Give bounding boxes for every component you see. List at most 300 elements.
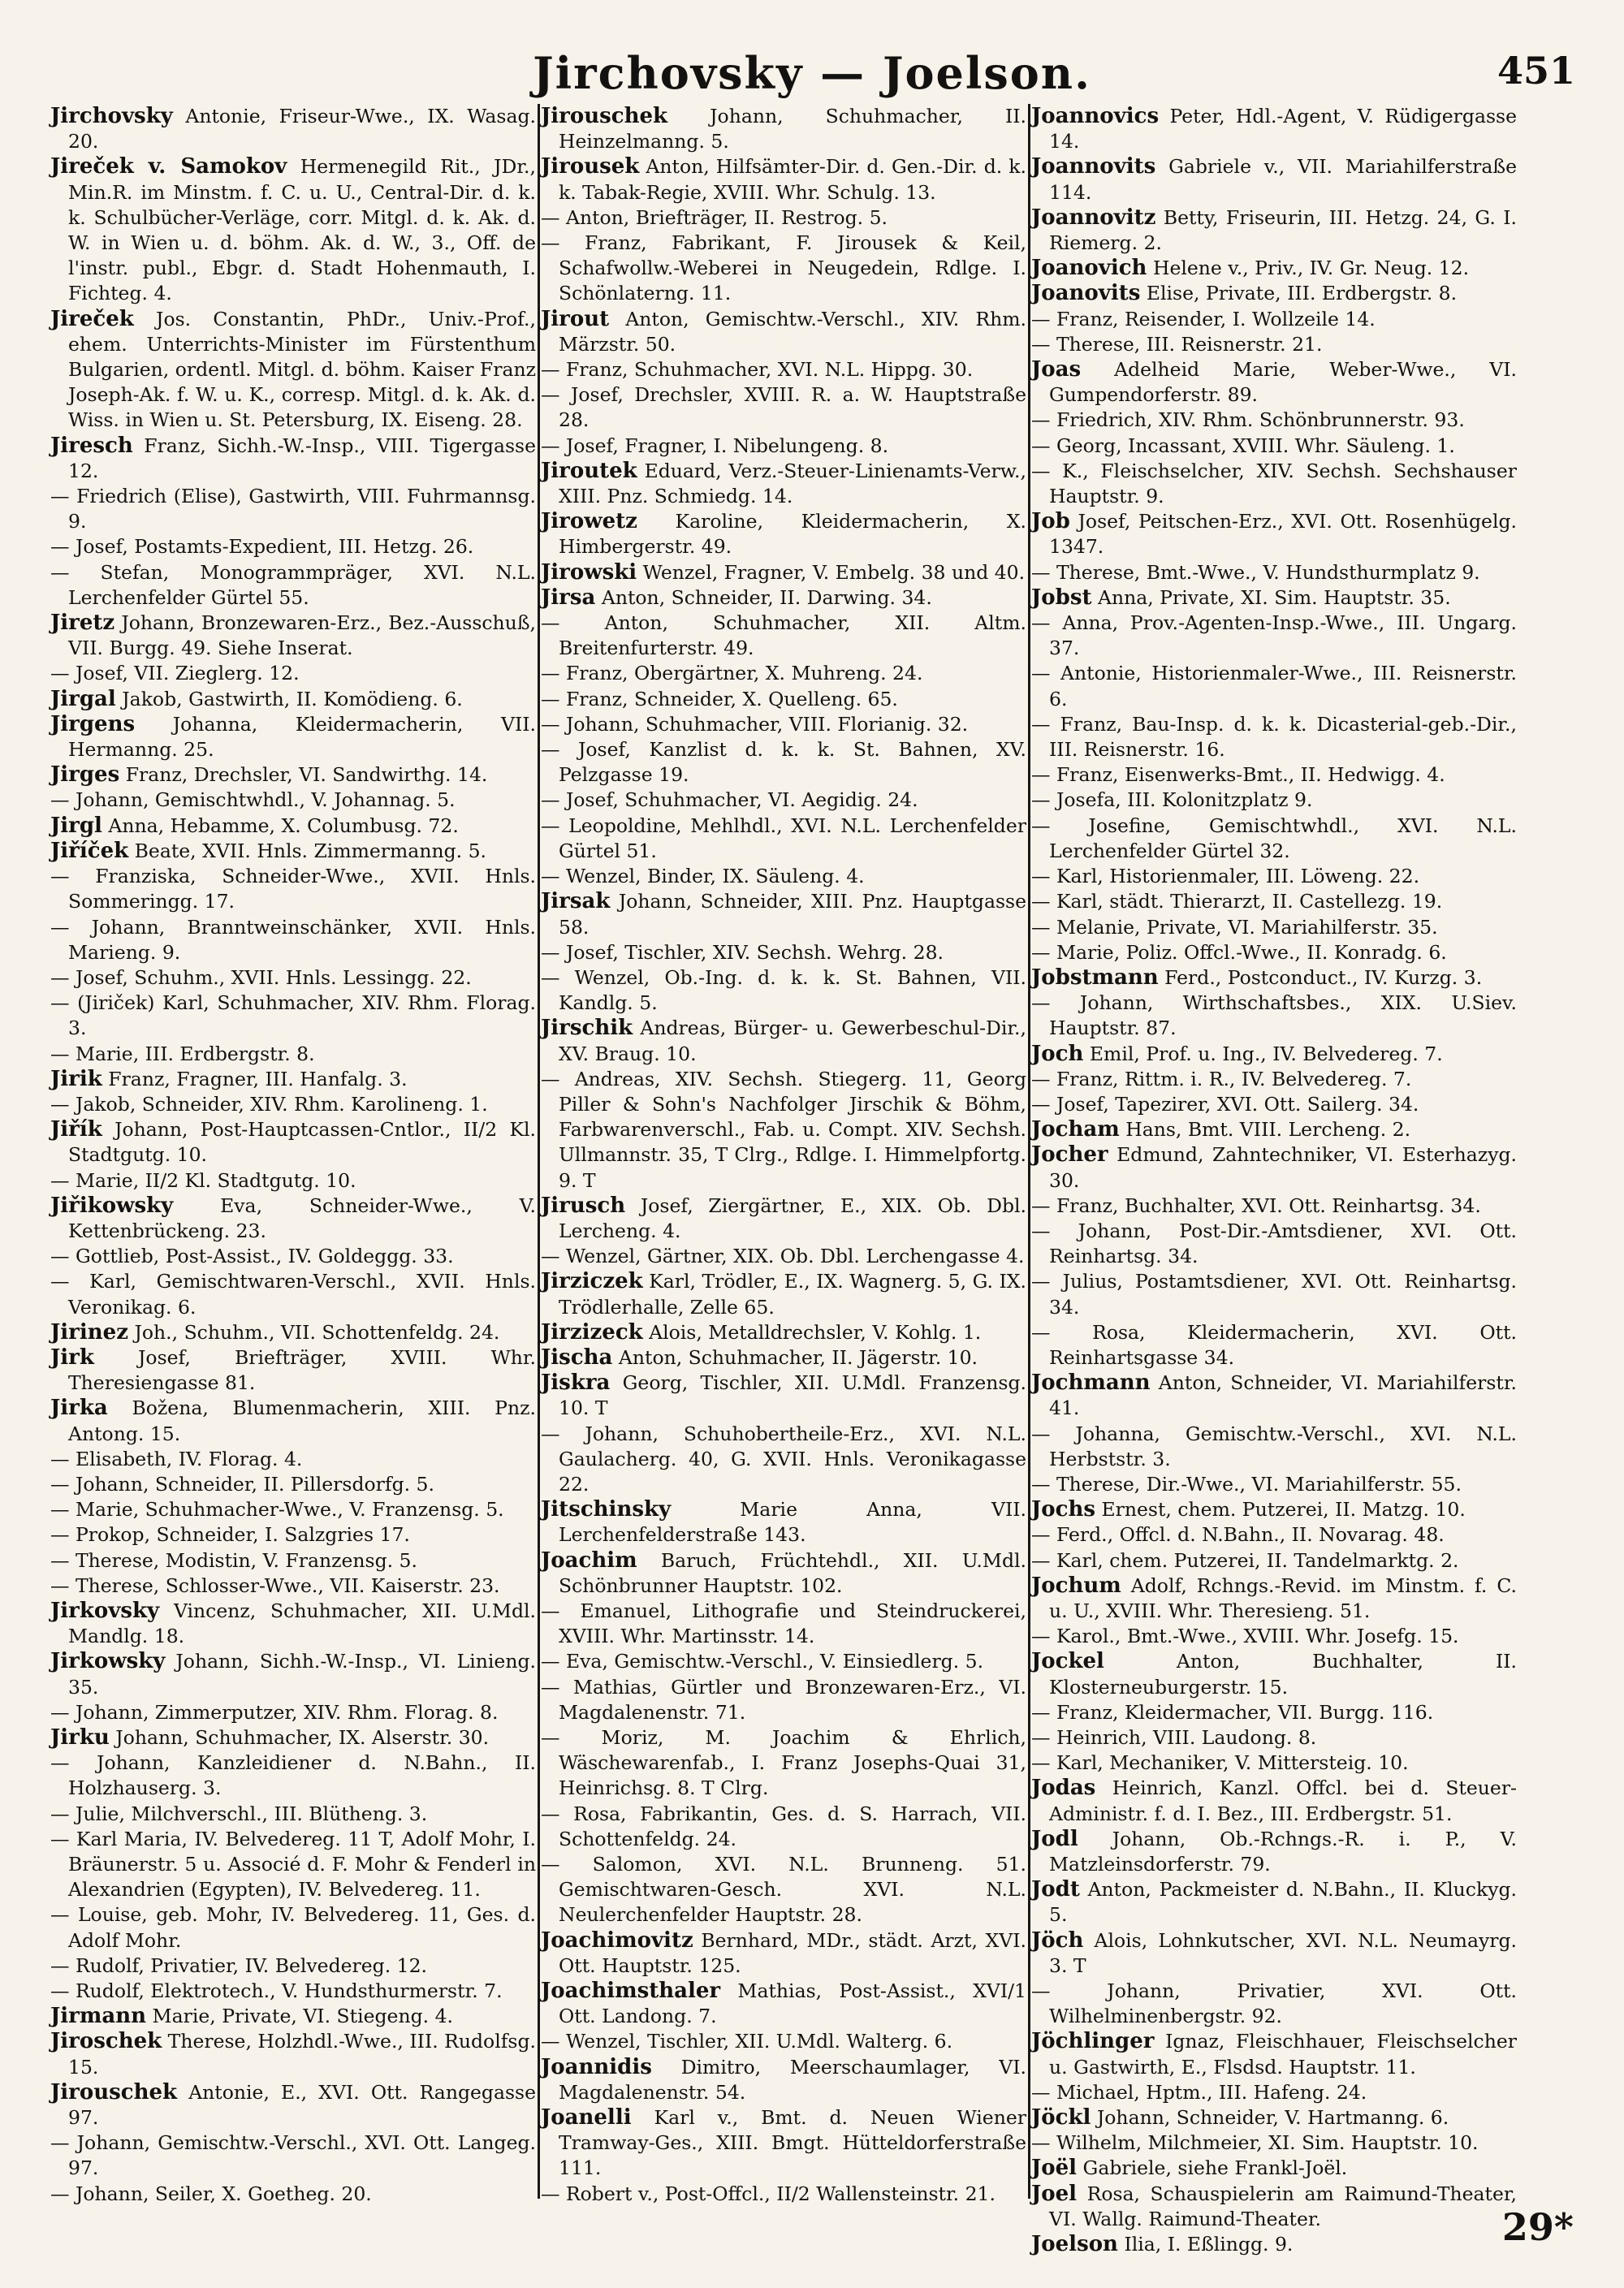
directory-entry [50,154,536,306]
entry-surname: Job [1031,509,1070,534]
entry-surname: Jocham [1031,1117,1120,1142]
entry-text: Karl, Trödler, E., IX. Wagnerg. 5, G. IX. Trödlerhalle, Zelle 65. [559,1270,1026,1319]
entry-text: Marie, Private, VI. Stiegeng. 4. [152,2005,453,2028]
entry-text: — Robert v., Post-Offcl., II/2 Wallensteinstr. 21. [541,2182,996,2205]
directory-entry [1031,1928,1517,1979]
entry-text: — Franz, Obergärtner, X. Muhreng. 24. [541,662,923,685]
directory-entry [541,889,1026,939]
directory-entry [50,965,536,991]
entry-surname: Jiroutek [541,458,637,483]
directory-entry [1031,1776,1517,1826]
directory-entry [1031,1117,1517,1142]
directory-entry [50,1522,536,1548]
entry-surname: Joachim [541,1548,637,1573]
entry-surname: Joanovits [1031,281,1141,306]
entry-surname: Jobst [1031,585,1092,610]
directory-entry [50,661,536,686]
directory-entry [50,915,536,965]
entry-text: Anton, Gemischtw.-Verschl., XIV. Rhm. Märzstr. 50. [559,307,1026,356]
entry-surname: Jirchovsky [50,104,173,128]
entry-text: — Heinrich, VIII. Laudong. 8. [1031,1726,1317,1749]
entry-surname: Joch [1031,1041,1084,1066]
directory-entry [50,788,536,813]
directory-entry [1031,1624,1517,1649]
directory-entry [1031,2182,1517,2232]
directory-entry [1031,1548,1517,1574]
directory-entry [541,1599,1026,1649]
directory-entry [50,104,536,154]
directory-entry [1031,788,1517,813]
entry-text: Franz, Sichh.-W.-Insp., VIII. Tigergasse 12. [68,434,536,482]
directory-entry [1031,1700,1517,1725]
directory-entry [50,1599,536,1649]
directory-entry [1031,965,1517,991]
entry-surname: Joannovics [1031,104,1160,128]
entry-text: — Josef, Tischler, XIV. Sechsh. Wehrg. 28. [541,940,944,964]
directory-entry [50,2029,536,2079]
entry-text: — Georg, Incassant, XVIII. Whr. Säuleng. 1. [1031,434,1455,457]
directory-entry [1031,1574,1517,1624]
entry-surname: Jiskra [541,1371,611,1396]
entry-text: Edmund, Zahntechniker, VI. Esterhazyg. 30. [1049,1143,1517,1192]
directory-entry [1031,1725,1517,1751]
directory-entry [1031,1497,1517,1522]
directory-entry [1031,611,1517,661]
entry-surname: Joannidis [541,2054,652,2079]
directory-entry [1031,1649,1517,1699]
directory-entry [1031,560,1517,585]
entry-text: — Melanie, Private, VI. Mariahilferstr. 35. [1031,915,1438,939]
entry-text: Johanna, Kleidermacherin, VII. Hermanng. 25. [68,712,536,762]
directory-entry [50,2130,536,2181]
directory-entry [541,661,1026,686]
entry-text: Alois, Lohnkutscher, XVI. N.L. Neumayrg. 3. T [1049,1928,1517,1977]
directory-entry [1031,1142,1517,1193]
entry-surname: Jitschinsky [541,1497,672,1522]
directory-entry [50,1700,536,1725]
entry-surname: Jirges [50,762,120,788]
directory-entry [1031,712,1517,762]
directory-entry [1031,1320,1517,1371]
directory-entry [1031,154,1517,205]
entry-text: — Johann, Wirthschaftsbes., XIX. U.Siev. Hauptstr. 87. [1031,991,1517,1040]
entry-text: Josef, Ziergärtner, E., XIX. Ob. Dbl. Lercheng. 4. [559,1194,1026,1242]
entry-text: Johann, Bronzewaren-Erz., Bez.-Ausschuß, VII. Burgg. 49. Siehe Inserat. [68,611,536,660]
entry-surname: Jirmann [50,2004,147,2029]
directory-entry [50,839,536,864]
entry-text: Heinrich, Kanzl. Offcl. bei d. Steuer-Administr. f. d. I. Bez., III. Erdbergstr. 51. [1049,1776,1517,1825]
directory-entry [541,1979,1026,2029]
directory-entry [541,965,1026,1016]
entry-text: — Karl, chem. Putzerei, II. Tandelmarktg. 2. [1031,1548,1459,1572]
directory-entry [50,2080,536,2130]
column-rule [1028,104,1030,2199]
entry-text: — Franziska, Schneider-Wwe., XVII. Hnls. Sommeringg. 17. [50,865,536,913]
entry-text: Franz, Drechsler, VI. Sandwirthg. 14. [125,763,488,787]
directory-entry [1031,915,1517,940]
directory-entry [541,1725,1026,1802]
entry-text: — Therese, Bmt.-Wwe., V. Hundsthurmplatz 9. [1031,560,1480,584]
entry-text: Ignaz, Fleischhauer, Fleischselcher u. Gastwirth, E., Flsdsd. Hauptstr. 11. [1049,2030,1517,2079]
entry-text: Eduard, Verz.-Steuer-Linienamts-Verw., XIII. Pnz. Schmiedg. 14. [559,459,1026,508]
directory-entry [50,534,536,559]
directory-entry [541,104,1026,154]
entry-text: — Josef, VII. Zieglerg. 12. [50,662,300,685]
directory-entry [1031,762,1517,788]
entry-surname: Jöchlinger [1031,2029,1155,2054]
entry-text: Antonie, Friseur-Wwe., IX. Wasag. 20. [68,105,536,153]
directory-entry [50,1396,536,1446]
directory-entry [541,231,1026,307]
entry-text: — Rosa, Kleidermacherin, XVI. Ott. Reinhartsgasse 34. [1031,1320,1517,1369]
entry-text: — Gottlieb, Post-Assist., IV. Goldeggg. 33. [50,1245,454,1268]
directory-entry [541,864,1026,889]
entry-text: Adelheid Marie, Weber-Wwe., VI. Gumpendorferstr. 89. [1049,358,1517,407]
entry-surname: Jochmann [1031,1371,1151,1396]
directory-entry [1031,2156,1517,2181]
directory-entry [50,2004,536,2029]
entry-text: — Antonie, Historienmaler-Wwe., III. Reisnerstr. 6. [1031,662,1517,710]
directory-entry [541,1422,1026,1498]
entry-text: — Josef, Tapezirer, XVI. Ott. Sailerg. 34. [1031,1092,1419,1116]
entry-text: — K., Fleischselcher, XIV. Sechsh. Sechshauser Hauptstr. 9. [1031,459,1517,508]
directory-entry [50,1447,536,1472]
entry-surname: Jirowski [541,559,637,585]
entry-text: Adolf, Rchngs.-Revid. im Minstm. f. C. u. U., XVIII. Whr. Theresieng. 51. [1049,1574,1517,1622]
entry-surname: Jirschik [541,1016,633,1041]
entry-surname: Jodas [1031,1776,1096,1801]
running-title: Jirchovsky — Joelson. [533,47,1091,99]
entry-text: Betty, Friseurin, III. Hetzg. 24, G. I. Riemerg. 2. [1049,205,1517,255]
entry-surname: Jischa [541,1345,613,1370]
directory-entry [1031,585,1517,611]
page-header [0,47,1624,104]
entry-text: Wenzel, Fragner, V. Embelg. 38 und 40. [642,560,1026,584]
entry-surname: Joel [1031,2181,1078,2206]
directory-entry [50,307,536,434]
entry-text: Elise, Private, III. Erdbergstr. 8. [1146,282,1458,305]
entry-surname: Jirkowsky [50,1649,166,1674]
directory-entry [541,434,1026,459]
directory-entry [50,1092,536,1117]
entry-text: — Johann, Privatier, XVI. Ott. Wilhelminenbergstr. 92. [1031,1979,1517,2028]
entry-text: — Therese, Dir.-Wwe., VI. Mariahilferstr. 55. [1031,1472,1462,1496]
directory-entry [541,154,1026,205]
directory-entry [1031,104,1517,154]
directory-entry [1031,1219,1517,1269]
directory-entry [541,585,1026,611]
entry-surname: Jirousek [541,154,640,179]
entry-text: — Julie, Milchverschl., III. Blütheng. 3. [50,1802,428,1825]
entry-surname: Joannovitz [1031,205,1156,230]
entry-surname: Jodt [1031,1877,1080,1902]
directory-entry [50,560,536,611]
directory-entry [541,1852,1026,1928]
entry-text: — Moriz, M. Joachim & Ehrlich, Wäschewarenfab., I. Franz Josephs-Quai 31, Heinrichsg. 8. T Clrg. [541,1726,1026,1800]
directory-entry [541,1345,1026,1371]
entry-surname: Joachimsthaler [541,1979,721,2004]
directory-entry [1031,307,1517,332]
directory-entry [50,864,536,914]
entry-text: Karl v., Bmt. d. Neuen Wiener Tramway-Ges., XIII. Bmgt. Hütteldorferstraße 111. [559,2106,1026,2180]
directory-entry [541,560,1026,585]
entry-text: — Franz, Bau-Insp. d. k. k. Dicasterial-geb.-Dir., III. Reisnerstr. 16. [1031,712,1517,762]
entry-text: — Anton, Schuhmacher, XII. Altm. Breitenfurterstr. 49. [541,611,1026,660]
directory-entry [50,611,536,661]
entry-text: — Johann, Zimmerputzer, XIV. Rhm. Florag. 8. [50,1700,499,1724]
entry-text: — Johann, Branntweinschänker, XVII. Hnls. Marieng. 9. [50,915,536,964]
entry-text: Andreas, Bürger- u. Gewerbeschul-Dir., XV. Braug. 10. [559,1017,1026,1065]
directory-entry [541,940,1026,965]
entry-surname: Jirgl [50,813,102,838]
entry-surname: Jöch [1031,1928,1084,1953]
entry-text: — Julius, Postamtsdiener, XVI. Ott. Reinhartsg. 34. [1031,1270,1517,1319]
column-1 [50,104,536,2205]
directory-entry [541,1675,1026,1725]
directory-entry [1031,889,1517,914]
entry-text: — Franz, Kleidermacher, VII. Burgg. 116. [1031,1700,1434,1724]
directory-entry [1031,814,1517,864]
entry-surname: Joanelli [541,2105,632,2130]
entry-text: Anna, Private, XI. Sim. Hauptstr. 35. [1097,585,1451,609]
entry-surname: Joas [1031,357,1082,382]
entry-surname: Jiresch [50,433,133,458]
entry-surname: Joël [1031,2156,1078,2181]
directory-entry [1031,2029,1517,2079]
entry-text: Jakob, Gastwirth, II. Komödieng. 6. [122,687,463,710]
directory-entry [1031,1979,1517,2029]
directory-entry [50,1751,536,1801]
entry-surname: Jobstmann [1031,965,1159,990]
directory-entry [50,1320,536,1345]
entry-text: — Wenzel, Tischler, XII. U.Mdl. Walterg. 6. [541,2030,953,2053]
entry-text: — Johann, Kanzleidiener d. N.Bahn., II. Holzhauserg. 3. [50,1751,536,1800]
entry-text: Eva, Schneider-Wwe., V. Kettenbrückeng. 23. [68,1194,536,1242]
entry-text: — Johann, Schuhobertheile-Erz., XVI. N.L. Gaulacherg. 40, G. XVII. Hnls. Veronikagasse 22. [541,1422,1026,1496]
directory-entry [1031,256,1517,281]
directory-entry [1031,2105,1517,2130]
entry-surname: Jirik [50,1066,102,1091]
directory-entry [1031,1522,1517,1548]
directory-entry [541,1371,1026,1421]
entry-text: Karoline, Kleidermacherin, X. Himbergerstr. 49. [559,510,1026,559]
entry-text: — Rudolf, Privatier, IV. Belvedereg. 12. [50,1953,428,1977]
entry-text: — Eva, Gemischtw.-Verschl., V. Einsiedlerg. 5. [541,1650,984,1673]
directory-entry [541,2105,1026,2182]
entry-surname: Jockel [1031,1649,1104,1674]
entry-text: — Rosa, Fabrikantin, Ges. d. S. Harrach, VII. Schottenfeldg. 24. [541,1802,1026,1850]
directory-entry [1031,661,1517,711]
entry-surname: Jirziczek [541,1269,643,1294]
entry-surname: Jirzizeck [541,1319,643,1345]
entry-surname: Jirka [50,1396,108,1421]
directory-entry [50,1194,536,1244]
entry-text: Gabriele v., VII. Mariahilferstraße 114. [1049,155,1517,204]
entry-text: — Marie, Schuhmacher-Wwe., V. Franzensg. 5. [50,1498,504,1522]
directory-entry [50,712,536,762]
entry-text: — Marie, II/2 Kl. Stadtgutg. 10. [50,1168,356,1192]
entry-text: — Josef, Drechsler, XVIII. R. a. W. Hauptstraße 28. [541,383,1026,432]
directory-entry [541,509,1026,559]
directory-entry [50,1548,536,1574]
directory-entry [50,1827,536,1903]
entry-text: Anna, Hebamme, X. Columbusg. 72. [108,814,459,837]
directory-entry [50,1497,536,1522]
entry-text: Anton, Packmeister d. N.Bahn., II. Kluckyg. 5. [1049,1878,1517,1927]
entry-text: — Mathias, Gürtler und Bronzewaren-Erz., VI. Magdalenenstr. 71. [541,1675,1026,1724]
entry-surname: Joelson [1031,2232,1118,2257]
entry-text: — Josef, Schuhm., XVII. Hnls. Lessingg. 22. [50,965,472,989]
directory-entry [541,459,1026,509]
directory-entry [1031,2232,1517,2257]
directory-entry [1031,205,1517,256]
entry-surname: Jirouschek [541,104,668,128]
entry-text: — Emanuel, Lithografie und Steindruckerei, XVIII. Whr. Martinsstr. 14. [541,1599,1026,1648]
directory-entry [541,1320,1026,1345]
entry-text: — Andreas, XIV. Sechsh. Stiegerg. 11, Georg Piller & Sohn's Nachfolger Jirschik & Böhm, Farbwarenverschl., Fab. u. Compt. XIV. Sechsh. Ullmannstr. 35, T Clrg., Rdlge. I. Himmelpfortg. 9. T [541,1067,1026,1192]
entry-text: — Karl, Historienmaler, III. Löweng. 22. [1031,865,1420,888]
directory-entry [541,1649,1026,1674]
entry-text: Johann, Sichh.-W.-Insp., VI. Linieng. 35. [68,1650,536,1699]
directory-entry [541,1016,1026,1066]
entry-surname: Jirgal [50,686,116,711]
entry-surname: Jirusch [541,1193,626,1218]
entry-text: Vincenz, Schuhmacher, XII. U.Mdl. Mandlg. 18. [68,1599,536,1648]
directory-entry [541,1497,1026,1548]
entry-text: Emil, Prof. u. Ing., IV. Belvedereg. 7. [1089,1042,1443,1065]
entry-text: — Josef, Kanzlist d. k. k. St. Bahnen, XV. Pelzgasse 19. [541,738,1026,787]
entry-surname: Jocher [1031,1142,1108,1168]
entry-text: — Friedrich (Elise), Gastwirth, VIII. Fuhrmannsg. 9. [50,485,536,533]
entry-text: Rosa, Schauspielerin am Raimund-Theater, VI. Wallg. Raimund-Theater. [1049,2182,1517,2230]
entry-surname: Jirinez [50,1319,128,1345]
directory-entry [1031,1092,1517,1117]
entry-text: Johann, Post-Hauptcassen-Cntlor., II/2 Kl. Stadtgutg. 10. [68,1118,536,1167]
directory-entry [1031,459,1517,509]
entry-text: — Franz, Reisender, I. Wollzeile 14. [1031,307,1376,330]
entry-text: Anton, Hilfsämter-Dir. d. Gen.-Dir. d. k. k. Tabak-Regie, XVIII. Whr. Schulg. 13. [559,155,1026,204]
directory-entry [1031,1067,1517,1092]
entry-text: Dimitro, Meerschaumlager, VI. Magdalenenstr. 54. [559,2055,1026,2104]
entry-text: Joh., Schuhm., VII. Schottenfeldg. 24. [134,1320,500,1344]
entry-text: — Josefine, Gemischtwhdl., XVI. N.L. Lerchenfelder Gürtel 32. [1031,814,1517,862]
directory-entry [1031,1042,1517,1067]
directory-entry [1031,1827,1517,1877]
entry-text: Ilia, I. Eßlingg. 9. [1124,2233,1294,2256]
entry-text: Johann, Schuhmacher, IX. Alserstr. 30. [115,1726,490,1749]
directory-entry [541,611,1026,661]
entry-text: — Marie, Poliz. Offcl.-Wwe., II. Konradg. 6. [1031,940,1447,964]
entry-surname: Jiřík [50,1117,102,1142]
directory-entry [50,1117,536,1168]
entry-text: Gabriele, siehe Frankl-Joël. [1082,2156,1348,2180]
directory-entry [541,1548,1026,1599]
directory-entry [50,1067,536,1092]
directory-entry [50,1953,536,1979]
directory-entry [50,814,536,839]
directory-entry [541,1928,1026,1979]
entry-text: — Johanna, Gemischtw.-Verschl., XVI. N.L. Herbststr. 3. [1031,1422,1517,1470]
directory-entry [50,991,536,1041]
entry-text: Bernhard, MDr., städt. Arzt, XVI. Ott. Hauptstr. 125. [559,1928,1026,1977]
entry-surname: Jodl [1031,1826,1078,1851]
directory-entry [1031,2080,1517,2105]
page-number: 451 [1497,49,1575,93]
entry-text: — Jakob, Schneider, XIV. Rhm. Karolineng. 1. [50,1092,488,1116]
directory-entry [541,307,1026,357]
entry-text: Ferd., Postconduct., IV. Kurzg. 3. [1164,965,1483,989]
entry-text: — Ferd., Offcl. d. N.Bahn., II. Novarag. 48. [1031,1523,1445,1547]
entry-surname: Jirkovsky [50,1598,160,1623]
entry-surname: Jirsa [541,585,596,610]
entry-text: Hermenegild Rit., JDr., Min.R. im Minstm. f. C. u. U., Central-Dir. d. k. k. Schulbücher-Verläge, corr. Mitgl. d. k. Ak. d. W. in Wien u. d. böhm. Ak. d. W., 3., Off. de l'instr. publ., Ebgr. d. Stadt Hohenmauth, I. Fichteg. 4. [68,155,536,305]
entry-surname: Joachimovitz [541,1928,693,1953]
entry-text: — Josefa, III. Kolonitzplatz 9. [1031,788,1313,812]
entry-text: — Therese, III. Reisnerstr. 21. [1031,332,1323,356]
directory-entry [541,2055,1026,2105]
entry-text: — Friedrich, XIV. Rhm. Schönbrunnerstr. 93. [1031,408,1465,432]
entry-text: Antonie, E., XVI. Ott. Rangegasse 97. [68,2080,536,2130]
directory-entry [50,762,536,788]
directory-entry [1031,940,1517,965]
directory-entry [541,788,1026,813]
entry-text: Hans, Bmt. VIII. Lercheng. 2. [1125,1118,1411,1142]
directory-entry [50,2182,536,2207]
entry-text: Helene v., Priv., IV. Gr. Neug. 12. [1152,257,1470,280]
entry-surname: Jochs [1031,1497,1096,1522]
entry-text: Johann, Schneider, V. Hartmanng. 6. [1096,2106,1449,2130]
entry-text: — Anton, Briefträger, II. Restrog. 5. [541,205,888,229]
entry-text: Peter, Hdl.-Agent, V. Rüdigergasse 14. [1049,105,1517,153]
directory-entry [541,1802,1026,1852]
directory-entry [1031,864,1517,889]
entry-text: — Johann, Schneider, II. Pillersdorfg. 5. [50,1472,434,1496]
directory-entry [1031,408,1517,433]
directory-entry [50,1902,536,1953]
directory-entry [541,687,1026,712]
entry-text: — Wenzel, Binder, IX. Säuleng. 4. [541,865,865,888]
directory-entry [50,1345,536,1396]
directory-entry [541,357,1026,382]
entry-surname: Jirku [50,1725,110,1750]
directory-entry [541,1194,1026,1244]
column-rule [538,104,540,2199]
entry-text: Therese, Holzhdl.-Wwe., III. Rudolfsg. 15. [68,2030,536,2079]
entry-text: — Johann, Post-Dir.-Amtsdiener, XVI. Ott. Reinhartsg. 34. [1031,1219,1517,1268]
entry-text: — Franz, Fabrikant, F. Jirousek & Keil, Schafwollw.-Weberei in Neugedein, Rdlge. I. Schönlaterng. 11. [541,231,1026,305]
directory-entry [1031,332,1517,357]
directory-entry [541,382,1026,433]
entry-text: — Johann, Gemischtw.-Verschl., XVI. Ott. Langeg. 97. [50,2131,536,2180]
entry-text: Alois, Metalldrechsler, V. Kohlg. 1. [649,1320,982,1344]
directory-entry [1031,1877,1517,1928]
entry-text: — Marie, III. Erdbergstr. 8. [50,1042,315,1065]
entry-text: — Michael, Hptm., III. Hafeng. 24. [1031,2080,1367,2104]
entry-text: — (Jiriček) Karl, Schuhmacher, XIV. Rhm. Florag. 3. [50,991,536,1040]
entry-surname: Jiříček [50,838,129,863]
entry-text: Johann, Ob.-Rchngs.-R. i. P., V. Matzleinsdorferstr. 79. [1049,1827,1517,1876]
directory-entry [541,712,1026,737]
entry-surname: Jöckl [1031,2105,1091,2130]
entry-surname: Jirowetz [541,509,637,534]
entry-surname: Jiroschek [50,2029,162,2054]
entry-text: — Josef, Fragner, I. Nibelungeng. 8. [541,434,889,457]
entry-surname: Jiretz [50,611,115,636]
directory-entry [541,814,1026,864]
entry-text: Johann, Schuhmacher, II. Heinzelmanng. 5. [559,105,1026,153]
directory-entry [1031,991,1517,1041]
entry-text: — Wilhelm, Milchmeier, XI. Sim. Hauptstr. 10. [1031,2131,1479,2155]
